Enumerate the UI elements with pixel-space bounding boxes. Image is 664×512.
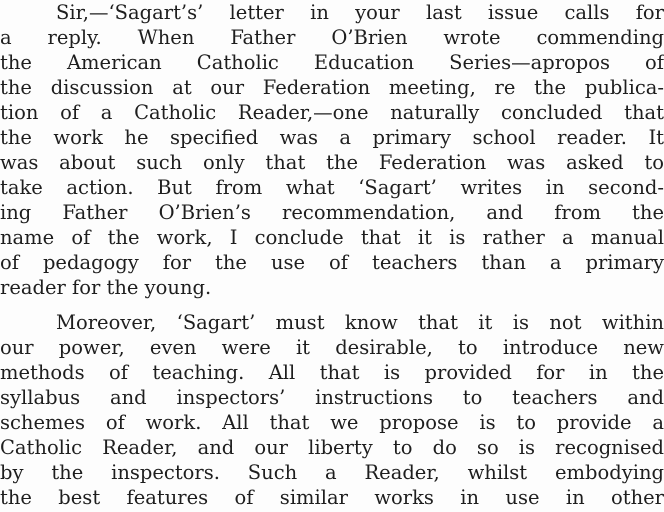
text-line: of pedagogy for the use of teachers than a primary [0, 251, 664, 274]
text-line: Sir,—‘Sagart’s’ letter in your last issue calls for [56, 1, 664, 24]
text-line: ing Father O’Brien’s recommendation, and from the [0, 201, 664, 224]
text-line: the American Catholic Education Series—apropos of [0, 51, 664, 74]
text-line: methods of teaching. All that is provided for in the [0, 361, 664, 384]
text-line: name of the work, I conclude that it is rather a manual [0, 226, 664, 249]
text-line: reader for the young. [0, 276, 212, 299]
text-line: our power, even were it desirable, to introduce new [0, 336, 664, 359]
text-line: tion of a Catholic Reader,—one naturally concluded that [0, 101, 664, 124]
text-line: a reply. When Father O’Brien wrote commending [0, 26, 664, 49]
text-line: the work he specified was a primary school reader. It [0, 126, 664, 149]
text-line: schemes of work. All that we propose is to provide a [0, 411, 664, 434]
text-line: Catholic Reader, and our liberty to do so is recognised [0, 436, 664, 459]
text-line: was about such only that the Federation was asked to [0, 151, 664, 174]
text-line: by the inspectors. Such a Reader, whilst embodying [0, 461, 664, 484]
text-line: syllabus and inspectors’ instructions to teachers and [0, 386, 664, 409]
text-line: the discussion at our Federation meeting, re the publica- [0, 76, 664, 99]
text-line: the best features of similar works in use in other [0, 486, 664, 509]
text-line: Moreover, ‘Sagart’ must know that it is not within [56, 311, 664, 334]
text-line: take action. But from what ‘Sagart’ writes in second- [0, 176, 664, 199]
